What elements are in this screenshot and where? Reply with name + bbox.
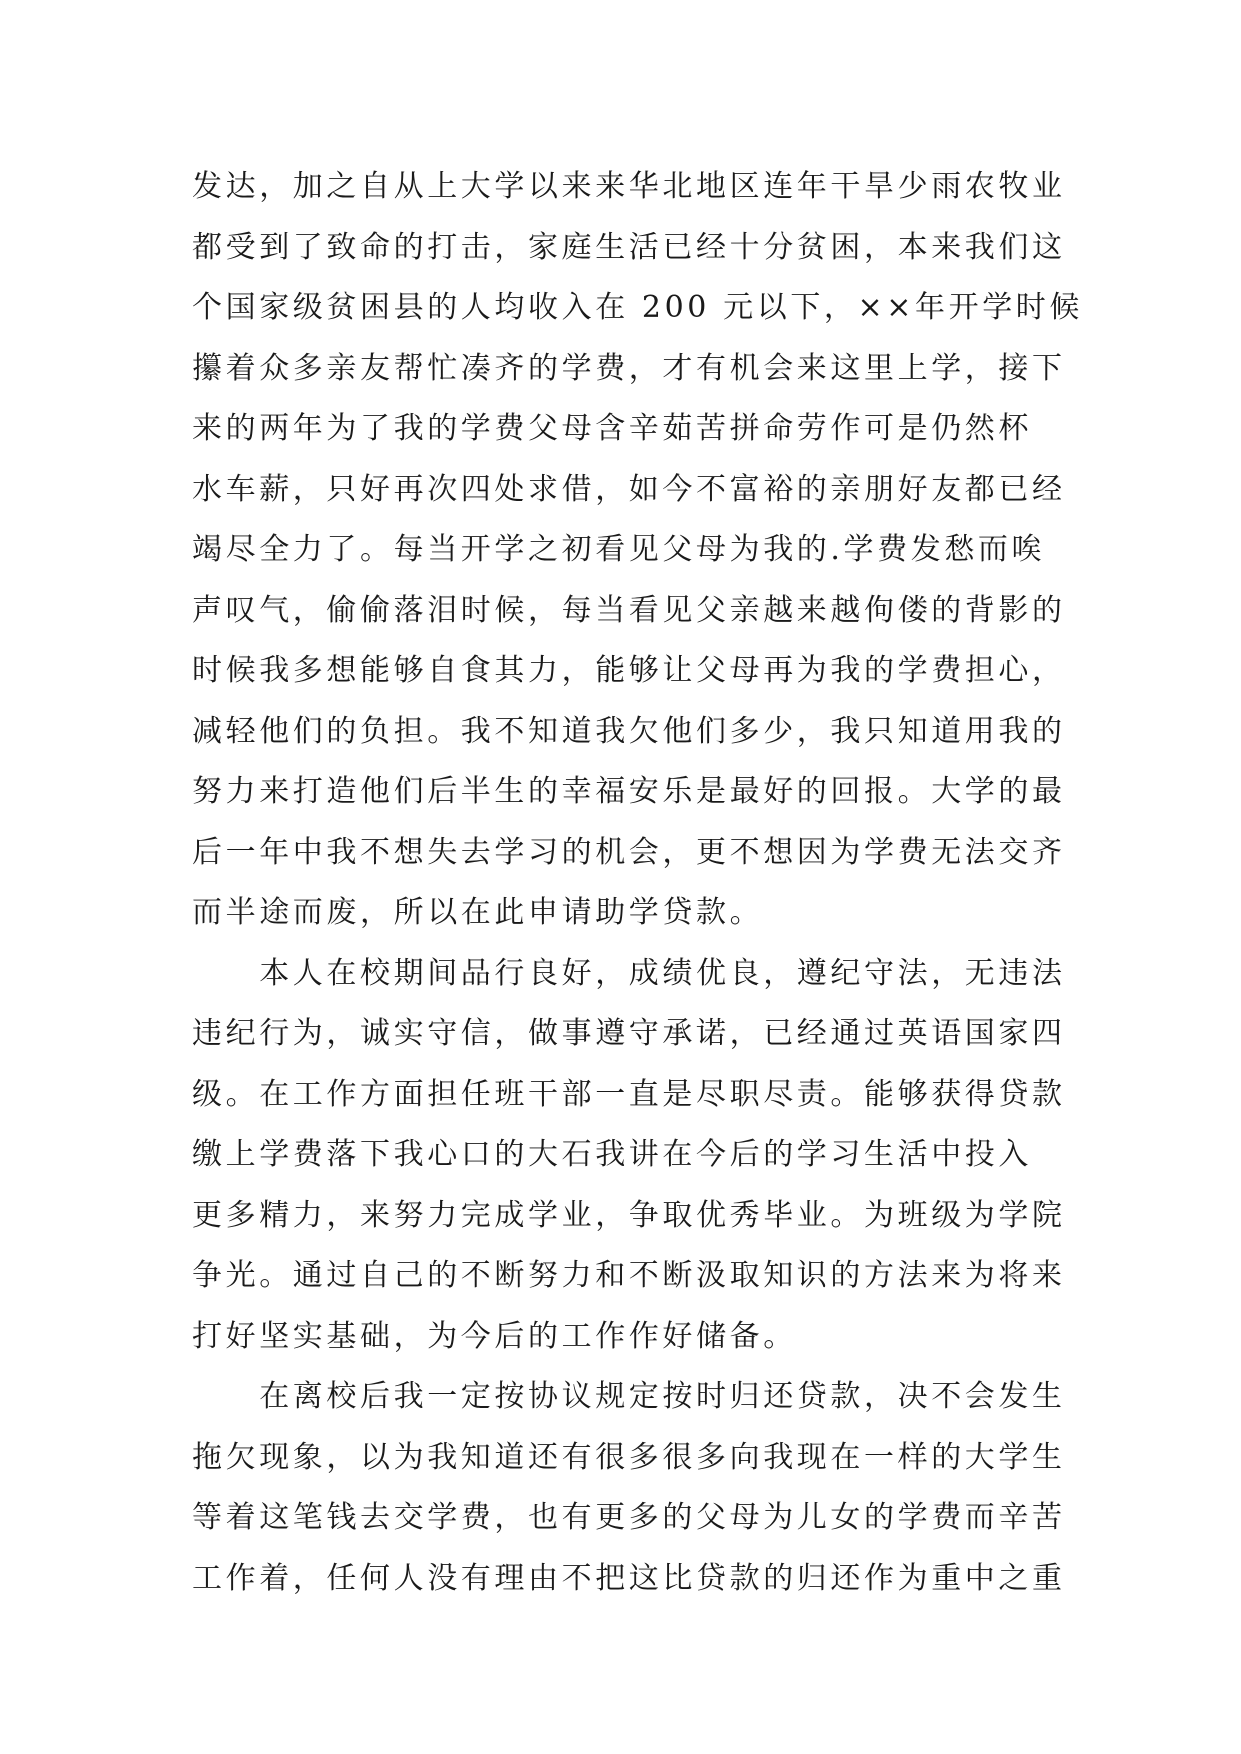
text-line: 工作着，任何人没有理由不把这比贷款的归还作为重中之重 xyxy=(192,1560,1066,1596)
paragraph-start-line: 在离校后我一定按协议规定按时归还贷款，决不会发生 xyxy=(192,1379,1066,1414)
text-line: 水车薪，只好再次四处求借，如今不富裕的亲朋好友都已经 xyxy=(192,471,1066,507)
text-line: 缴上学费落下我心口的大石我讲在今后的学习生活中投入 xyxy=(192,1137,1032,1172)
text-line: 攥着众多亲友帮忙凑齐的学费，才有机会来这里上学，接下 xyxy=(192,350,1066,386)
text-line: 后一年中我不想失去学习的机会，更不想因为学费无法交齐 xyxy=(192,834,1066,870)
text-line: 竭尽全力了。每当开学之初看见父母为我的.学费发愁而唉 xyxy=(192,532,1046,567)
text-line: 等着这笔钱去交学费，也有更多的父母为儿女的学费而辛苦 xyxy=(192,1500,1066,1535)
text-line: 级。在工作方面担任班干部一直是尽职尽责。能够获得贷款 xyxy=(192,1076,1066,1112)
text-line: 个国家级贫困县的人均收入在 200 元以下，××年开学时候 xyxy=(192,290,1084,325)
text-line: 努力来打造他们后半生的幸福安乐是最好的回报。大学的最 xyxy=(192,774,1066,809)
text-line: 声叹气，偷偷落泪时候，每当看见父亲越来越佝偻的背影的 xyxy=(192,592,1066,628)
text-line: 减轻他们的负担。我不知道我欠他们多少，我只知道用我的 xyxy=(192,713,1066,749)
paragraph-start-line: 本人在校期间品行良好，成绩优良，遵纪守法，无违法 xyxy=(192,955,1066,991)
text-line: 来的两年为了我的学费父母含辛茹苦拼命劳作可是仍然杯 xyxy=(192,411,1032,446)
text-line: 而半途而废，所以在此申请助学贷款。 xyxy=(192,895,764,930)
text-line: 发达，加之自从上大学以来来华北地区连年干旱少雨农牧业 xyxy=(192,169,1066,204)
text-line: 拖欠现象，以为我知道还有很多很多向我现在一样的大学生 xyxy=(192,1439,1066,1475)
text-line: 更多精力，来努力完成学业，争取优秀毕业。为班级为学院 xyxy=(192,1197,1066,1233)
text-line: 争光。通过自己的不断努力和不断汲取知识的方法来为将来 xyxy=(192,1258,1066,1293)
text-line: 打好坚实基础，为今后的工作作好储备。 xyxy=(192,1318,797,1354)
text-line: 时候我多想能够自食其力，能够让父母再为我的学费担心， xyxy=(192,653,1066,688)
text-line: 都受到了致命的打击，家庭生活已经十分贫困，本来我们这 xyxy=(192,229,1066,265)
text-line: 违纪行为，诚实守信，做事遵守承诺，已经通过英语国家四 xyxy=(192,1016,1066,1051)
body-text xyxy=(192,157,1084,1609)
